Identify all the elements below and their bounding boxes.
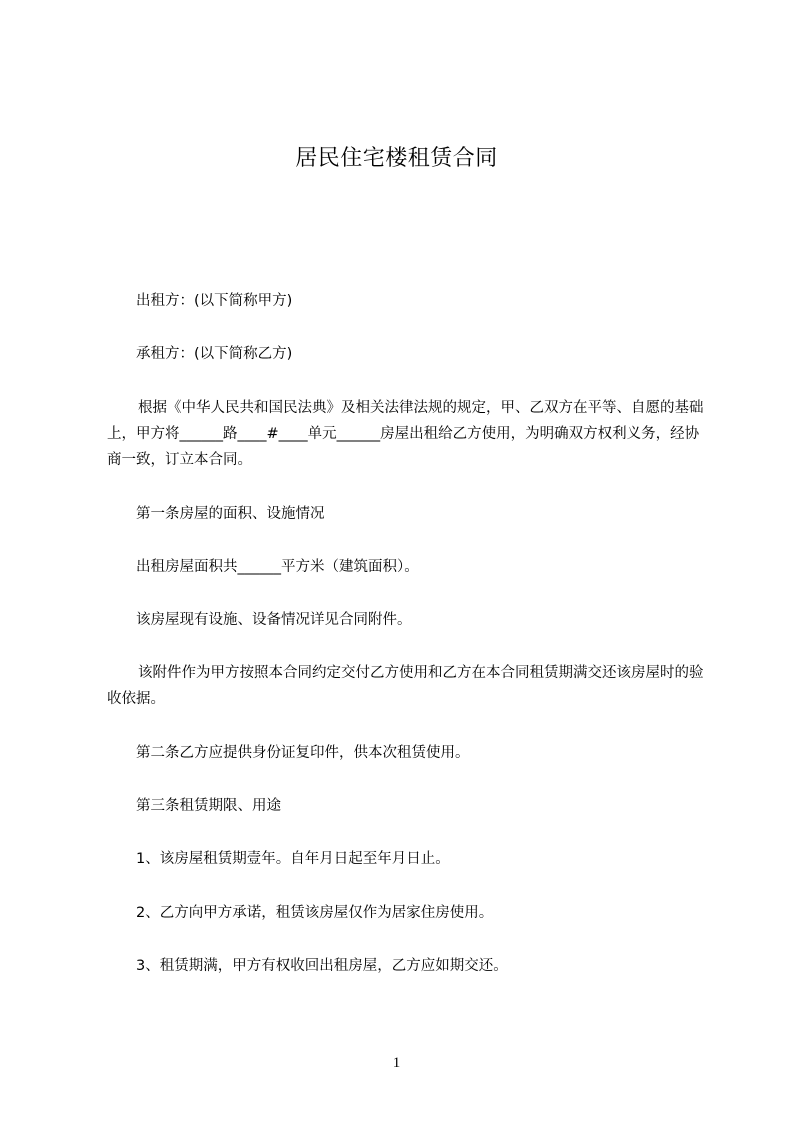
- term-item-3: 3、租赁期满，甲方有权收回出租房屋，乙方应如期交还。: [136, 958, 508, 974]
- article-2-paragraph: 第二条乙方应提供身份证复印件，供本次租赁使用。: [136, 745, 470, 761]
- page-number: 1: [392, 1055, 401, 1071]
- term-item-2: 2、乙方向甲方承诺，租赁该房屋仅作为居家住房使用。: [136, 905, 494, 921]
- area-paragraph: 出租房屋面积共______平方米（建筑面积）。: [136, 559, 419, 575]
- document-title: 居民住宅楼租赁合同: [295, 146, 498, 171]
- term-item-1: 1、该房屋租赁期壹年。自年月日起至年月日止。: [136, 851, 450, 867]
- lessee-line: 承租方：(以下简称乙方): [136, 346, 293, 362]
- preamble-paragraph: 根据《中华人民共和国民法典》及相关法律法规的规定，甲、乙双方在平等、自愿的基础上，甲方将______路____#____单元______房屋出租给乙方使用，为明确双方权利义务，经协商一致，订立本合同。: [107, 400, 704, 468]
- article-3-heading: 第三条租赁期限、用途: [136, 798, 281, 814]
- article-1-heading: 第一条房屋的面积、设施情况: [136, 506, 325, 522]
- lessor-line: 出租方：(以下简称甲方): [136, 293, 293, 309]
- facilities-paragraph: 该房屋现有设施、设备情况详见合同附件。: [136, 612, 412, 628]
- appendix-paragraph: 该附件作为甲方按照本合同约定交付乙方使用和乙方在本合同租赁期满交还该房屋时的验收依据。: [107, 665, 704, 707]
